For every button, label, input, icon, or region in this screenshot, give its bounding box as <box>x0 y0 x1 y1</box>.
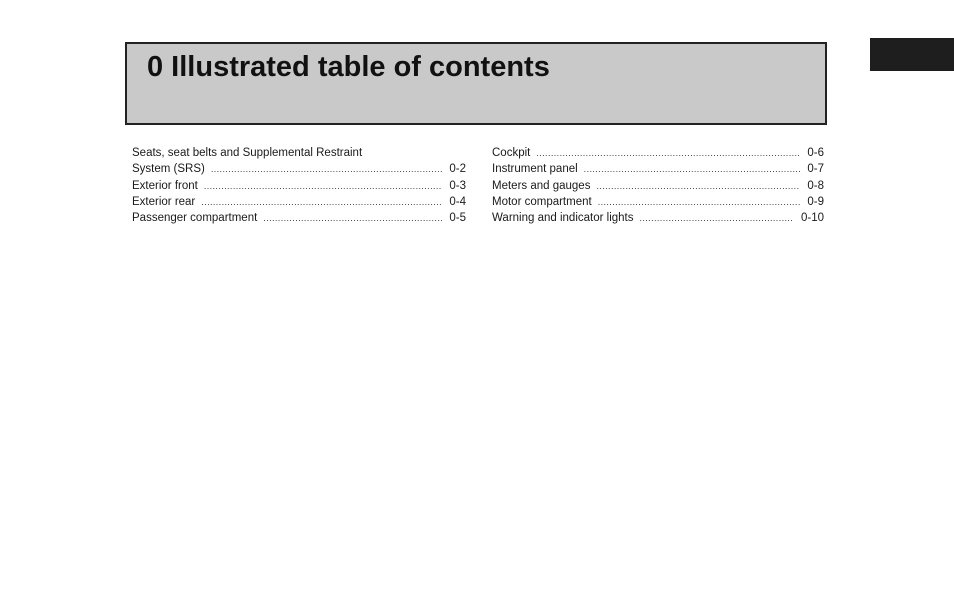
toc-entry-cockpit[interactable] <box>492 145 824 161</box>
toc-entry-label: Instrument panel <box>492 163 578 176</box>
toc-entry-page: 0-4 <box>449 195 466 208</box>
chapter-header <box>125 42 827 125</box>
toc-entry-exterior-front[interactable] <box>132 178 466 194</box>
toc-entry-label: Motor compartment <box>492 195 592 208</box>
toc-entry-label: System (SRS) <box>132 163 205 176</box>
toc-leader-dots <box>584 161 801 177</box>
toc-leader-dots <box>263 210 442 226</box>
toc-leader-dots <box>598 194 801 210</box>
toc-entry-label-line1: Seats, seat belts and Supplemental Restraint <box>132 147 363 159</box>
toc-entry-label: Cockpit <box>492 147 531 159</box>
toc-entry-label: Meters and gauges <box>492 179 591 192</box>
toc-entry-page: 0-7 <box>807 163 824 176</box>
toc-entry-page: 0-2 <box>449 163 466 176</box>
toc-leader-dots <box>211 161 443 177</box>
toc-entry-srs[interactable] <box>132 145 466 178</box>
chapter-title: 0 Illustrated table of contents <box>147 51 550 83</box>
toc-entry-page: 0-6 <box>807 147 824 159</box>
toc-entry-page: 0-10 <box>800 212 824 225</box>
toc-entry-label: Exterior front <box>132 179 198 192</box>
toc-leader-dots <box>536 145 800 161</box>
toc-entry-page: 0-9 <box>807 195 824 208</box>
toc-entry-page: 0-8 <box>807 179 824 192</box>
toc-entry-page: 0-3 <box>449 179 466 192</box>
toc-leader-dots <box>204 178 443 194</box>
chapter-tab-marker <box>870 38 954 71</box>
toc-entry-page: 0-5 <box>449 212 466 225</box>
toc-entry-label: Passenger compartment <box>132 212 258 225</box>
toc-entry-label: Warning and indicator lights <box>492 212 634 225</box>
toc-entry-meters-and-gauges[interactable] <box>492 178 824 194</box>
toc-leader-dots <box>596 178 800 194</box>
toc-column-left <box>132 145 466 226</box>
toc-entry-exterior-rear[interactable] <box>132 194 466 210</box>
toc-leader-dots <box>639 210 793 226</box>
toc-leader-dots <box>201 194 442 210</box>
toc-entry-warning-and-indicator-lights[interactable] <box>492 210 824 226</box>
toc-entry-instrument-panel[interactable] <box>492 161 824 177</box>
toc-column-right <box>492 145 824 226</box>
toc-entry-passenger-compartment[interactable] <box>132 210 466 226</box>
toc-entry-label: Exterior rear <box>132 195 196 208</box>
toc-entry-motor-compartment[interactable] <box>492 194 824 210</box>
